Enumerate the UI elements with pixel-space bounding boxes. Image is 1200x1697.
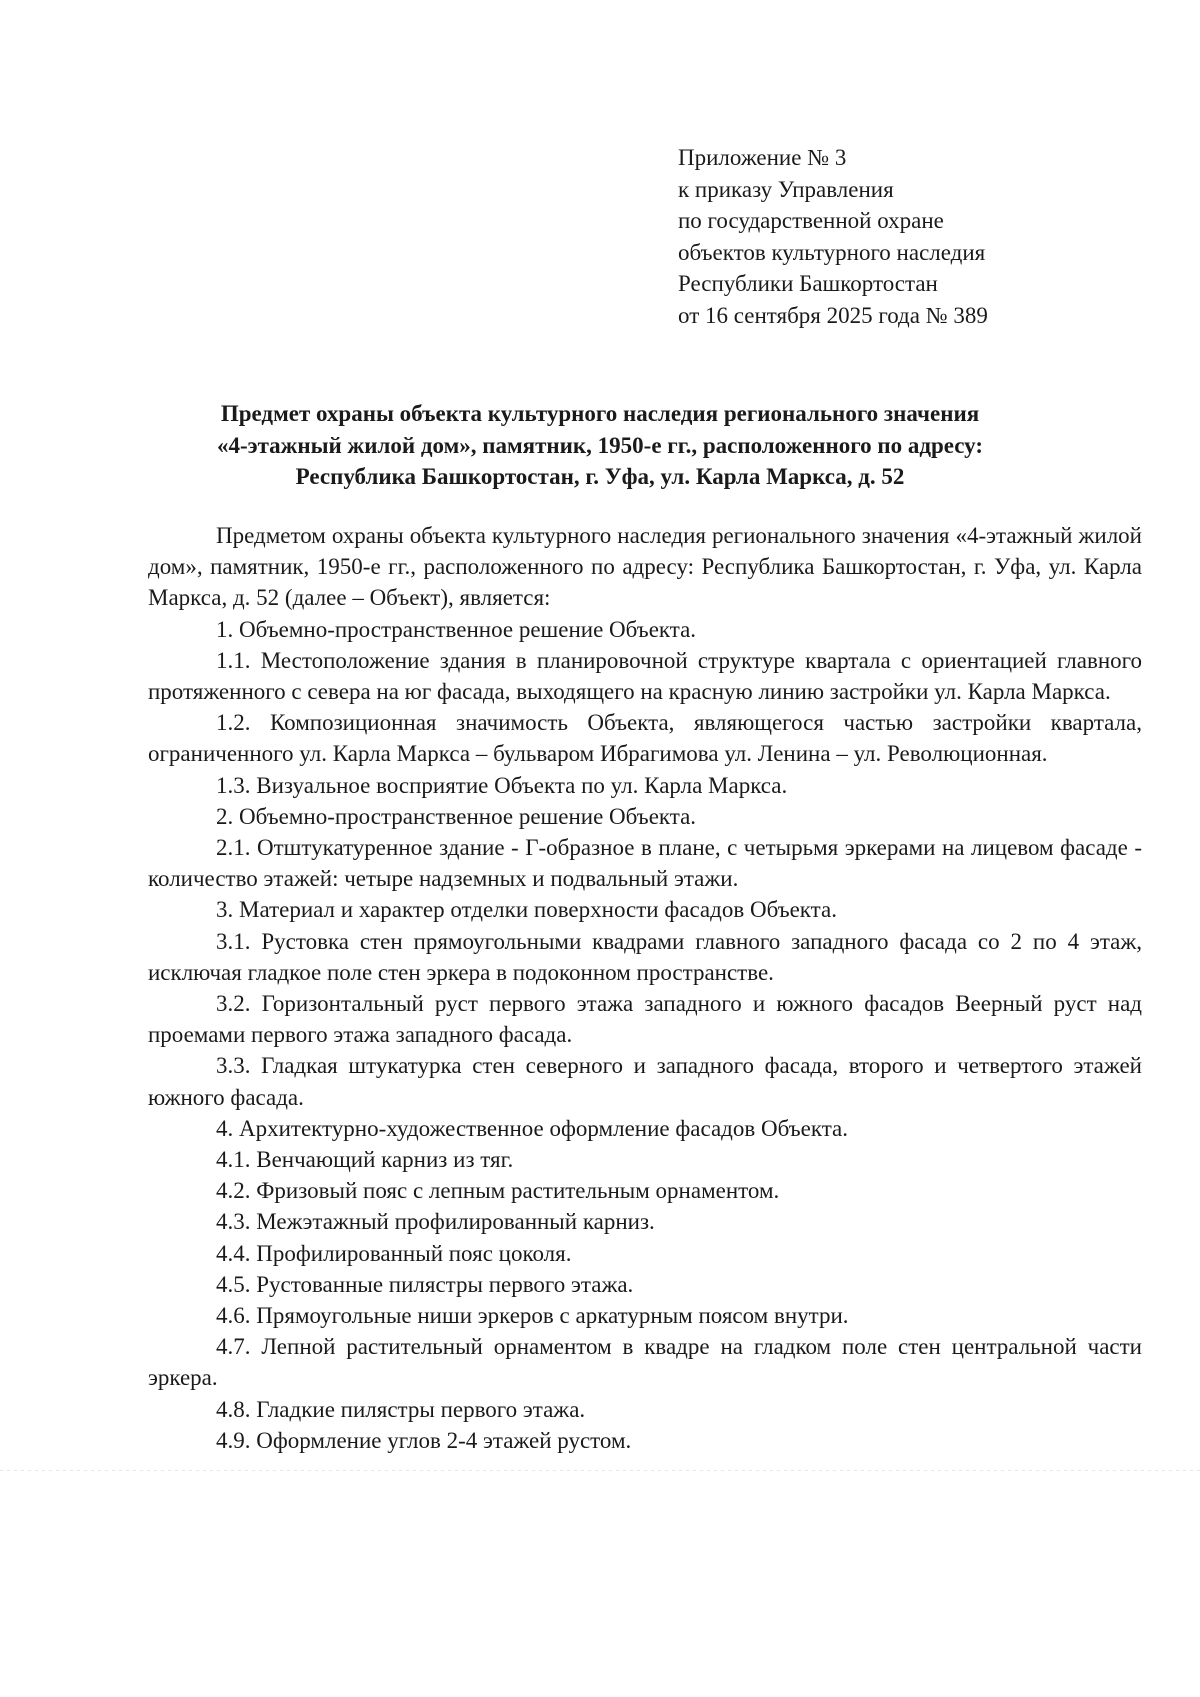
list-item: 3.1. Рустовка стен прямоугольными квадрами главного западного фасада со 2 по 4 этаж, исключая гладкое поле стен эркера в подоконном пространстве. [148,928,1142,985]
list-item: 2.1. Отштукатуренное здание - Г-образное в плане, с четырьмя эркерами на лицевом фасаде - количество этажей: четыре надземных и подвальный этажи. [148,835,1142,892]
list-item: 4.4. Профилированный пояс цоколя. [216,1240,572,1266]
annex-line: объектов культурного наследия [678,239,986,265]
section-heading: 3. Материал и характер отделки поверхности фасадов Объекта. [216,897,837,923]
list-item: 3.3. Гладкая штукатурка стен северного и западного фасада, второго и четвертого этажей южного фасада. [148,1053,1142,1110]
list-item: 4.1. Венчающий карниз из тяг. [216,1147,514,1173]
list-item: 4.3. Межэтажный профилированный карниз. [216,1209,655,1235]
list-item: 4.2. Фризовый пояс с лепным растительным орнаментом. [216,1178,780,1204]
list-item: 3.2. Горизонтальный руст первого этажа западного и южного фасадов Веерный руст над проемами первого этажа западного фасада. [148,991,1142,1048]
list-item: 4.7. Лепной растительный орнаментом в квадре на гладком поле стен центральной части эркера. [148,1334,1142,1391]
title-line: «4-этажный жилой дом», памятник, 1950-е гг., расположенного по адресу: [216,432,983,458]
annex-line: к приказу Управления [678,176,894,202]
list-item: 1.1. Местоположение здания в планировочной структуре квартала с ориентацией главного протяженного с севера на юг фасада, выходящего на красную линию застройки ул. Карла Маркса. [148,647,1142,705]
list-item: 4.9. Оформление углов 2-4 этажей рустом. [216,1427,632,1453]
title-line: Республика Башкортостан, г. Уфа, ул. Карла Маркса, д. 52 [295,464,905,489]
annex-line: от 16 сентября 2025 года № 389 [678,302,988,328]
list-item: 1.2. Композиционная значимость Объекта, являющегося частью застройки квартала, ограниченного ул. Карла Маркса – бульваром Ибрагимова ул. Ленина – ул. Революционная. [148,710,1142,767]
list-item: 1.3. Визуальное восприятие Объекта по ул. Карла Маркса. [216,772,788,798]
annex-header [678,142,988,331]
scan-artifact-line [0,1470,1200,1471]
section-heading: 4. Архитектурно-художественное оформление фасадов Объекта. [216,1115,848,1141]
annex-line: Республики Башкортостан [678,271,938,296]
section-heading: 1. Объемно-пространственное решение Объекта. [216,616,697,642]
title-line: Предмет охраны объекта культурного наследия регионального значения [220,401,980,426]
list-item: 4.6. Прямоугольные ниши эркеров с аркатурным поясом внутри. [216,1303,849,1329]
intro-paragraph: Предметом охраны объекта культурного наследия регионального значения «4-этажный жилой дом», памятник, 1950-е гг., расположенного по адресу: Республика Башкортостан, г. Уфа, ул. Карла Маркса, д. 52 (далее – Объект), является: [148,523,1142,611]
list-item: 4.8. Гладкие пилястры первого этажа. [216,1396,586,1422]
list-item: 4.5. Рустованные пилястры первого этажа. [216,1271,634,1297]
section-heading: 2. Объемно-пространственное решение Объекта. [216,803,697,829]
annex-line: Приложение № 3 [678,145,847,170]
document-title [150,398,1050,493]
annex-line: по государственной охране [678,208,944,233]
document-body [148,520,1142,1456]
